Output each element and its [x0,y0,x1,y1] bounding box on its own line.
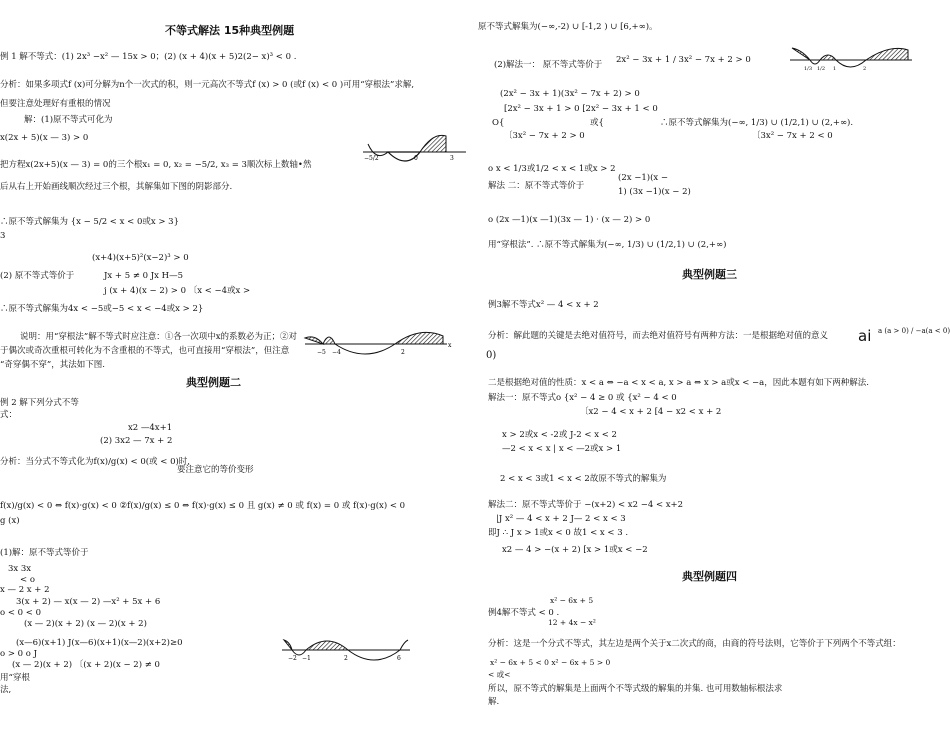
r-ex2-line6: 〔3x² − 7x + 2 > 0 [504,131,585,141]
r-ex2-line4: [2x² − 3x + 1 > 0 [2x² − 3x + 1 < 0 [504,104,658,114]
ex1-line5b: Jx + 5 ≠ 0 Jx H—5 [104,271,183,281]
fig4-label-root4: 2 [863,66,867,72]
ex1-analysis: 分析：如果多项式f (x)可分解为n个一次式的积，则一元高次不等式f (x) > 0 (或f (x) < 0 )可用“穿根法”求解, [0,80,415,90]
fig2-label-root1: −5 [317,349,326,356]
ex1-line4: (x+4)(x+5)²(x−2)³ > 0 [92,253,189,263]
ex1-solution-set-1b: 3 [0,231,6,241]
ex2-step-3: x — 2 x + 2 [0,585,50,595]
ex2-rule-2: g (x) [0,516,20,526]
ex1-question: 例 1 解不等式：(1) 2x³ −x² — 15x > 0；(2) (x + 4)(x + 5)2(2− x)³ < 0 . [0,52,297,62]
ex1-line3: 后从右上开始画线顺次经过三个根，其解集如下图的阴影部分. [0,182,233,192]
fig3-label-root2: −1 [302,655,311,662]
ex1-line2: 把方程x(2x+5)(x — 3) = 0的三个根x₁ = 0, x₂ = −5/2, x₃ = 3顺次标上数轴•然 [0,160,312,170]
fig2-label-root3: 2 [401,349,405,356]
fig3-label-root1: −2 [288,655,297,662]
fig4-label-root3: 1 [833,66,837,72]
root-diagram-4 [790,46,914,76]
fig2-label-root2: −4 [332,349,341,356]
r-ex3-step7: x2 — 4 > −(x + 2) [x > 1或x < −2 [502,545,648,555]
r-ex4-conclusion-2: 解. [488,697,500,707]
r-ex4-c2: < 或< [488,670,511,679]
ex1-line5a: (2) 原不等式等价于 [0,271,75,281]
r-ex3-method1-b: 〔x2 − 4 < x + 2 [4 − x2 < x + 2 [580,407,722,417]
r-ex2-line11: 用“穿根法”. ∴原不等式解集为(−∞, 1/3) ∪ (1/2,1) ∪ (2,+∞) [488,240,727,250]
ex1-analysis-2: 但要注意处理好有重根的情况 [0,99,111,109]
ex2-frac-denominator: (2) 3x2 — 7x + 2 [100,436,173,446]
ex2-step-11: 法, [0,685,12,695]
fig1-label-root2: 0 [414,155,418,162]
doc-title: 不等式解法 15种典型例题 [165,24,295,37]
ex2-frac-numerator: x2 —4x+1 [128,423,173,433]
r-ex2-line9: 1) (3x −1)(x − 2) [618,187,691,197]
r-ex3-zero: 0) [486,350,497,361]
ex2-step-1: 3x 3x [8,564,32,574]
r-ex3-abs-def: a (a > 0) / −a(a < 0) [878,327,950,335]
r-ex3-question: 例3解不等式x² — 4 < x + 2 [488,300,599,310]
r-ex2-line7: o x < 1/3或1/2 < x < 1或x > 2 [488,164,616,174]
ex2-step-9: (x — 2)(x + 2) 〔(x + 2)(x − 2) ≠ 0 [12,660,160,670]
r-ex2-line6b: 〔3x² − 7x + 2 < 0 [752,131,833,141]
root-diagram-1 [358,132,468,174]
ex2-step-8: o > 0 o J [0,649,37,659]
r-ex2-line5b: 或{ [590,118,604,128]
fig4-label-root1: 1/3 [804,66,813,72]
fig3-label-root4: 6 [397,655,401,662]
ex1-line1: x(2x + 5)(x — 3) > 0 [0,133,89,143]
r-ex2-method2: 解法 二：原不等式等价于 [488,181,585,191]
r-ex3-analysis: 分析：解此题的关键是去绝对值符号，而去绝对值符号有两种方法：一是根据绝对值的意义 [488,331,829,341]
ex2-solution-1: (1)解：原不等式等价于 [0,548,89,558]
fig1-label-root3: 3 [450,155,454,162]
ex2-rule-1: f(x)/g(x) < 0 ⇔ f(x)·g(x) < 0 ②f(x)/g(x) ≤ 0 ⇔ f(x)·g(x) ≤ 0 且 g(x) ≠ 0 或 f(x) = 0 或 f(x)·g(x) < 0 [0,501,406,511]
r-ex2-line10: o (2x —1)(x —1)(3x — 1) · (x — 2) > 0 [488,215,651,225]
ex2-step-10: 用“穿根 [0,673,30,683]
fig1-label-root1: −5/2 [364,155,379,162]
ex2-question-2: 式： [0,410,18,420]
r-ex3-step3: —2 < x < x | x < —2或x > 1 [502,444,622,454]
ex1-solution-set-2: ∴原不等式解集为4x < −5或−5 < x < −4或x > 2} [0,304,204,314]
root-diagram-2 [305,330,455,364]
r-ex4-question: 例4解不等式 < 0 . [488,608,560,618]
ex1-note-3: “奇穿偶不穿”，其法如下图. [0,360,105,370]
r-ex4-c1: x² − 6x + 5 < 0 x² − 6x + 5 > 0 [490,658,611,667]
r-ex2-line3: (2x² − 3x + 1)(3x² − 7x + 2) > 0 [500,89,640,99]
r-ex4-q-bottom: 12 + 4x − x² [548,618,596,627]
r-ex3-step5: |J x² — 4 < x + 2 J— 2 < x < 3 [496,514,626,524]
heading-example-2: 典型例题二 [186,376,241,389]
r-ex2-part2-fraction: 2x² − 3x + 1 / 3x² − 7x + 2 > 0 [616,55,751,65]
fig3-label-root3: 2 [344,655,348,662]
ex1-solution-label: 解：(1)原不等式可化为 [24,115,113,125]
r-ex4-analysis: 分析：这是一个分式不等式，其左边是两个关于x二次式的商，由商的符号法则，它等价于下列两个不等式组： [488,639,901,649]
ex1-solution-set-1: ∴原不等式解集为 {x − 5/2 < x < 0或x > 3} [0,217,179,227]
ex2-step-5: o < 0 < 0 [0,608,41,618]
ex2-step-7: (x—6)(x+1) J(x—6)(x+1)(x—2)(x+2)≥0 [16,638,183,648]
r-ex2-line5c: ∴原不等式解集为(−∞, 1/3) ∪ (1/2,1) ∪ (2,+∞). [660,118,854,128]
fig2-axis-label: x [448,342,452,349]
r-ex3-ai: ai [858,327,872,345]
r-ex2-part2-label: (2)解法一： 原不等式等价于 [494,60,603,70]
ex2-analysis: 分析：当分式不等式化为f(x)/g(x) < 0(或 < 0)时, [0,457,191,467]
heading-example-4: 典型例题四 [682,570,737,583]
ex2-step-6: (x — 2)(x + 2) (x — 2)(x + 2) [24,619,147,629]
r-ex3-method2: 解法二：原不等式等价于 −(x+2) < x2 −4 < x+2 [488,500,684,510]
fig4-label-root2: 1/2 [817,66,826,72]
r-ex4-conclusion: 所以，原不等式的解集是上面两个不等式级的解集的并集. 也可用数轴标根法求 [488,684,783,694]
ex1-note-2: 于偶次或奇次重根可转化为不含重根的不等式，也可直接用“穿根法”，但注意 [0,346,290,356]
heading-example-3: 典型例题三 [682,268,737,281]
r-ex3-step4: 2 < x < 3或1 < x < 2故原不等式的解集为 [500,474,667,484]
r-solution-set-ex2-1: 原不等式解集为(−∞,-2) ∪ [-1,2 ) ∪ [6,+∞)。 [478,22,658,32]
r-ex2-method2-b: (2x −1)(x − [618,173,668,183]
r-ex3-p2: 二是根据绝对值的性质：x < a ⇔ −a < x < a, x > a ⇔ x > a或x < −a，因此本题有如下两种解法. [488,378,869,388]
ex1-note-1: 说明：用“穿根法”解不等式时应注意：①各一次项中x的系数必为正；②对 [20,332,297,342]
ex2-question-1: 例 2 解下列分式不等 [0,398,79,408]
r-ex4-q-top: x² − 6x + 5 [550,596,594,605]
r-ex3-step6: 即J ∴ J x > 1或x < 0 故1 < x < 3 . [488,528,629,538]
ex2-analysis-2: 要注意它的等价变形 [177,465,254,475]
r-ex3-method1: 解法一：原不等式o {x² − 4 ≥ 0 或 {x² − 4 < 0 [488,393,677,403]
ex2-step-4: 3(x + 2) — x(x — 2) —x² + 5x + 6 [16,597,161,607]
root-diagram-3 [282,638,412,670]
r-ex2-line5a: O{ [492,118,505,128]
ex1-line6: j (x + 4)(x − 2) > 0 〔x < −4或x > [104,286,251,296]
ex2-step-2: < o [20,575,35,585]
r-ex3-step2: x > 2或x < -2或 J-2 < x < 2 [502,430,617,440]
